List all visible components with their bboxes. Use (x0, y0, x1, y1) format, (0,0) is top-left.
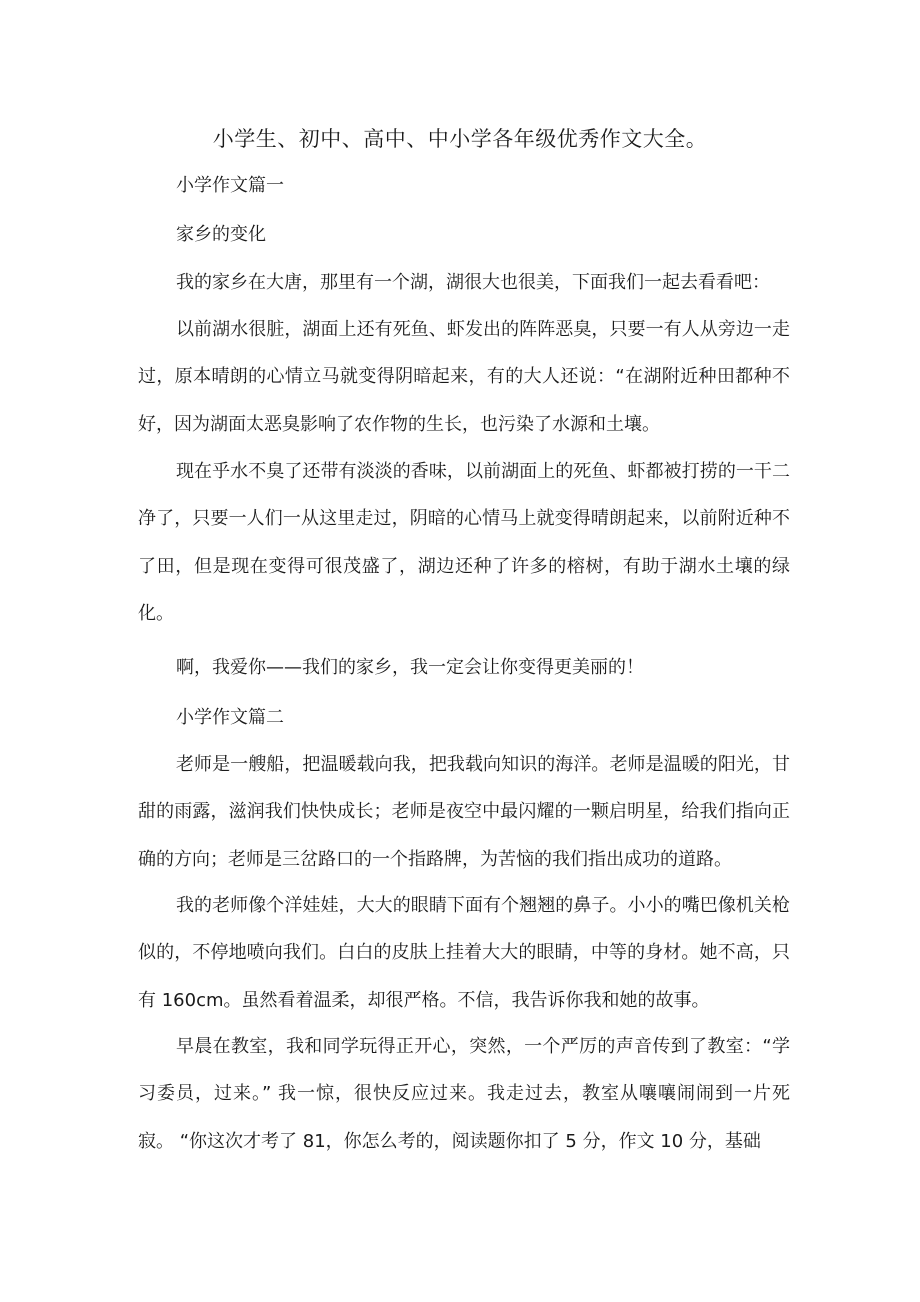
essay1-paragraph-3: 现在乎水不臭了还带有淡淡的香味，以前湖面上的死鱼、虾都被打捞的一干二净了，只要一人们一从这里走过，阴暗的心情马上就变得晴朗起来，以前附近种不了田，但是现在变得可很茂盛了，湖边还种了许多的榕树，有助于湖水土壤的绿化。 (138, 461, 790, 625)
section-heading-2: 小学作文篇二 (176, 707, 284, 728)
essay1-paragraph-1: 我的家乡在大唐，那里有一个湖，湖很大也很美，下面我们一起去看看吧： (176, 272, 770, 293)
essay2-paragraph-3: 早晨在教室，我和同学玩得正开心，突然，一个严厉的声音传到了教室：“学习委员，过来。” 我一惊，很快反应过来。我走过去，教室从嚷嚷闹闹到一片死寂。 “你这次才考了 81，你怎么考的，阅读题你扣了 5 分，作文 10 分，基础 (138, 1036, 790, 1152)
essay-title-1: 家乡的变化 (176, 224, 266, 245)
essay2-paragraph-2: 我的老师像个洋娃娃，大大的眼睛下面有个翘翘的鼻子。小小的嘴巴像机关枪似的，不停地喷向我们。白白的皮肤上挂着大大的眼睛，中等的身材。她不高，只有 160cm。虽然看着温柔，却很严格。不信，我告诉你我和她的故事。 (138, 895, 790, 1011)
essay1-paragraph-2: 以前湖水很脏，湖面上还有死鱼、虾发出的阵阵恶臭，只要一有人从旁边一走过，原本晴朗的心情立马就变得阴暗起来，有的大人还说：“在湖附近种田都种不好，因为湖面太恶臭影响了农作物的生长，也污染了水源和土壤。 (138, 319, 790, 435)
essay2-paragraph-1: 老师是一艘船，把温暖载向我，把我载向知识的海洋。老师是温暖的阳光，甘甜的雨露，滋润我们快快成长；老师是夜空中最闪耀的一颗启明星，给我们指向正确的方向；老师是三岔路口的一个指路牌，为苦恼的我们指出成功的道路。 (138, 754, 790, 870)
essay1-paragraph-4: 啊，我爱你——我们的家乡，我一定会让你变得更美丽的！ (176, 657, 644, 678)
page-title: 小学生、初中、高中、中小学各年级优秀作文大全。 (212, 127, 708, 151)
section-heading-1: 小学作文篇一 (176, 175, 284, 196)
